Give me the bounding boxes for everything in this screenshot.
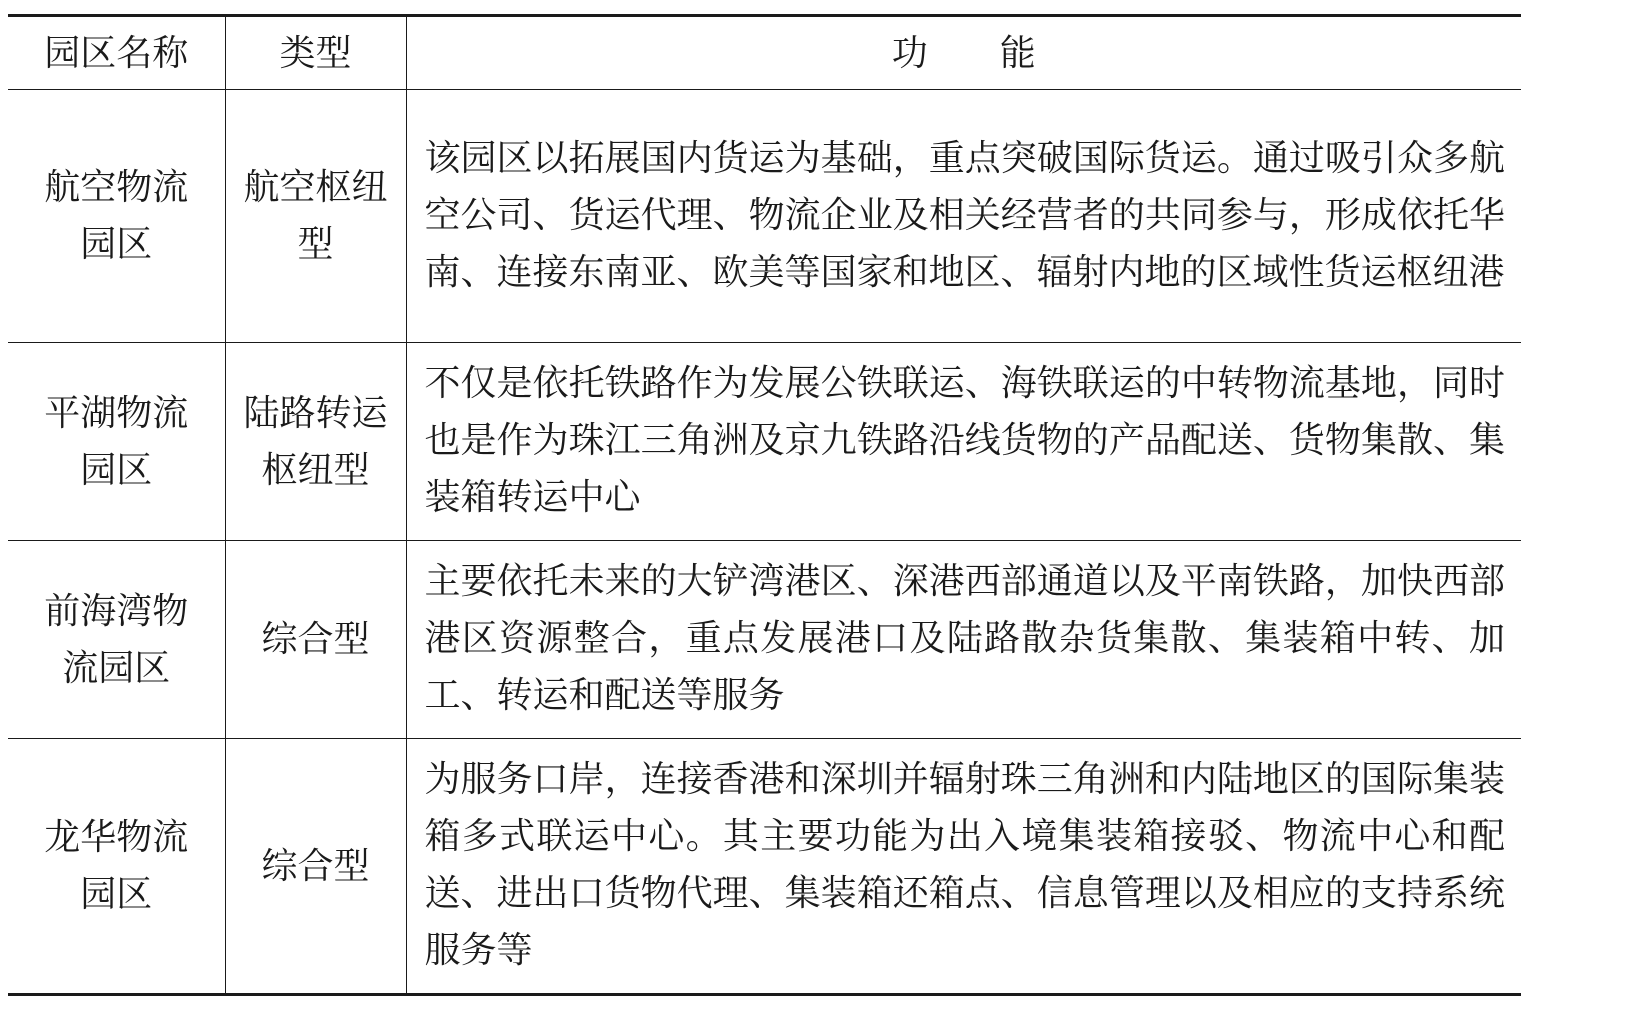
table-row (8, 90, 1521, 343)
header-function-char-1: 功 (891, 32, 928, 74)
park-name: 航空物流园区 (44, 167, 189, 265)
logistics-park-table (8, 14, 1521, 996)
park-name-cell (8, 343, 225, 541)
park-type-cell (225, 739, 406, 995)
table-row (8, 541, 1521, 739)
table-row (8, 739, 1521, 995)
header-function-char-2: 能 (999, 32, 1036, 74)
table-header-row (8, 16, 1521, 90)
park-name: 前海湾物流园区 (44, 590, 189, 689)
park-name-cell (8, 90, 225, 343)
park-type: 航空枢纽型 (243, 167, 388, 265)
park-type-cell (225, 343, 406, 541)
park-function-cell: 为服务口岸，连接香港和深圳并辐射珠三角洲和内陆地区的国际集装箱多式联运中心。其主要功能为出入境集装箱接驳、物流中心和配送、进出口货物代理、集装箱还箱点、信息管理以及相应的支持系统服务等 (406, 739, 1521, 995)
park-function-cell: 不仅是依托铁路作为发展公铁联运、海铁联运的中转物流基地，同时也是作为珠江三角洲及京九铁路沿线货物的产品配送、货物集散、集装箱转运中心 (406, 343, 1521, 541)
park-type: 综合型 (261, 619, 370, 660)
park-name-cell (8, 541, 225, 739)
logistics-park-table-container (8, 14, 1521, 996)
header-type: 类型 (225, 16, 406, 90)
table-row (8, 343, 1521, 541)
park-name: 龙华物流园区 (44, 817, 189, 915)
header-function (406, 16, 1521, 90)
park-function-cell: 该园区以拓展国内货运为基础，重点突破国际货运。通过吸引众多航空公司、货运代理、物流企业及相关经营者的共同参与，形成依托华南、连接东南亚、欧美等国家和地区、辐射内地的区域性货运枢纽港 (406, 90, 1521, 343)
park-name: 平湖物流园区 (44, 392, 189, 491)
park-type: 陆路转运枢纽型 (243, 392, 388, 491)
header-park-name: 园区名称 (8, 16, 225, 90)
park-type: 综合型 (261, 845, 370, 887)
park-type-cell (225, 541, 406, 739)
park-function-cell: 主要依托未来的大铲湾港区、深港西部通道以及平南铁路，加快西部港区资源整合，重点发展港口及陆路散杂货集散、集装箱中转、加工、转运和配送等服务 (406, 541, 1521, 739)
park-type-cell (225, 90, 406, 343)
park-name-cell (8, 739, 225, 995)
